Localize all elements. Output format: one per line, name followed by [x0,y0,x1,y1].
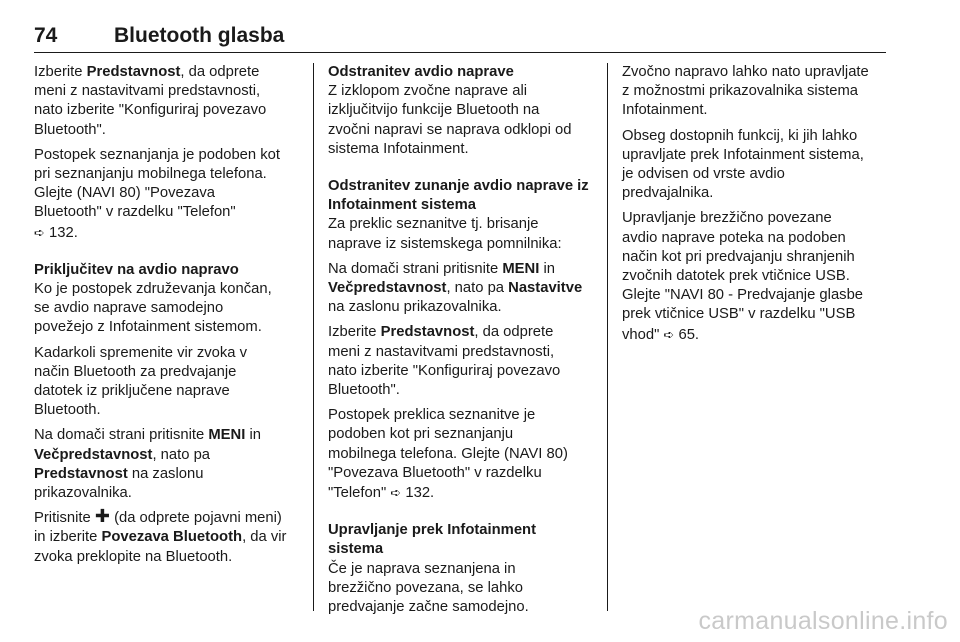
column-2 [328,63,596,623]
paragraph-pairing-procedure: Postopek seznanjanja je podoben kot pri seznanjanju mobilnega telefona. Glejte (NAVI 80) "Povezava Bluetooth" v razdelku "Telefon" ➪ 132. [34,146,280,241]
column-1 [34,63,302,573]
paragraph-unpair-procedure: Postopek preklica seznanitve je podoben kot pri seznanjanju mobilnega telefona. Glejte (NAVI 80) "Povezava Bluetooth" v razdelku "Telefon" ➪ 132. [328,407,568,502]
paragraph-menu-settings: Na domači strani pritisnite MENI in Večpredstavnost, nato pa Nastavitve na zaslonu prikazovalnika. [328,260,583,316]
heading-infotainment-control: Upravljanje prek Infotainment sistema [328,522,537,558]
heading-disconnect-audio: Odstranitev avdio naprave [328,64,514,80]
paragraph-disconnect: Z izklopom zvočne naprave ali izključitvijo funkcije Bluetooth na zvočni napravi se naprava odklopi od sistema Infotainment. [328,83,572,157]
paragraph-usb-reference: Upravljanje brezžično povezane avdio naprave poteka na podoben način kot pri predvajanju shranjenih zvočnih datotek prek vtičnice USB. Glejte "NAVI 80 - Predvajanje glasbe prek vtičnice USB" v razdelku "USB vhod" ➪ 65. [622,210,864,343]
page-reference-arrow-icon: ➪ [390,485,402,501]
paragraph-control-device: Zvočno napravo lahko nato upravljate z možnostmi prikazovalnika sistema Infotainment. [622,64,869,119]
paragraph-popup-menu: Pritisnite ✚ (da odprete pojavni meni) in izberite Povezava Bluetooth, da vir zvoka preklopite na Bluetooth. [34,506,287,565]
paragraph-auto-play: Če je naprava seznanjena in brezžično povezana, se lahko predvajanje začne samodejno. [328,560,529,616]
paragraph-function-range: Obseg dostopnih funkcij, ki jih lahko upravljate prek Infotainment sistema, je odvisen od vrste avdio predvajalnika. [622,127,864,202]
paragraph-unpair: Za preklic seznanitve tj. brisanje naprave iz sistemskega pomnilnika: [328,216,562,252]
plus-icon: ✚ [94,506,110,527]
header-divider [34,52,886,53]
watermark: carmanualsonline.info [698,607,948,635]
heading-remove-device: Odstranitev zunanje avdio naprave iz Infotainment sistema [328,178,589,214]
column-3 [622,63,890,351]
page-reference-arrow-icon: ➪ [663,326,675,342]
paragraph-select-media: Izberite Predstavnost, da odprete meni z nastavitvami predstavnosti, nato izberite "Konfiguriraj povezavo Bluetooth". [34,64,267,138]
page-reference-link[interactable]: 65. [674,326,700,343]
page-reference-link[interactable]: 132. [44,224,78,241]
page-reference-arrow-icon: ➪ [34,224,45,240]
paragraph-auto-connect: Ko je postopek združevanja končan, se avdio naprave samodejno povežejo z Infotainment sistemom. [34,281,272,336]
page-reference-link[interactable]: 132. [401,485,435,502]
column-divider-1 [313,63,314,611]
paragraph-menu-multimedia: Na domači strani pritisnite MENI in Večpredstavnost, nato pa Predstavnost na zaslonu prikazovalnika. [34,427,261,502]
paragraph-select-media-2: Izberite Predstavnost, da odprete meni z nastavitvami predstavnosti, nato izberite "Konfiguriraj povezavo Bluetooth". [328,324,561,399]
heading-connect-audio: Priključitev na avdio napravo [34,261,239,278]
page-header [34,24,886,54]
page-number: 74 [34,24,58,47]
page-title: Bluetooth glasba [114,24,285,47]
paragraph-switch-source: Kadarkoli spremenite vir zvoka v način Bluetooth za predvajanje datotek iz priključene naprave Bluetooth. [34,344,247,419]
column-divider-2 [607,63,608,611]
